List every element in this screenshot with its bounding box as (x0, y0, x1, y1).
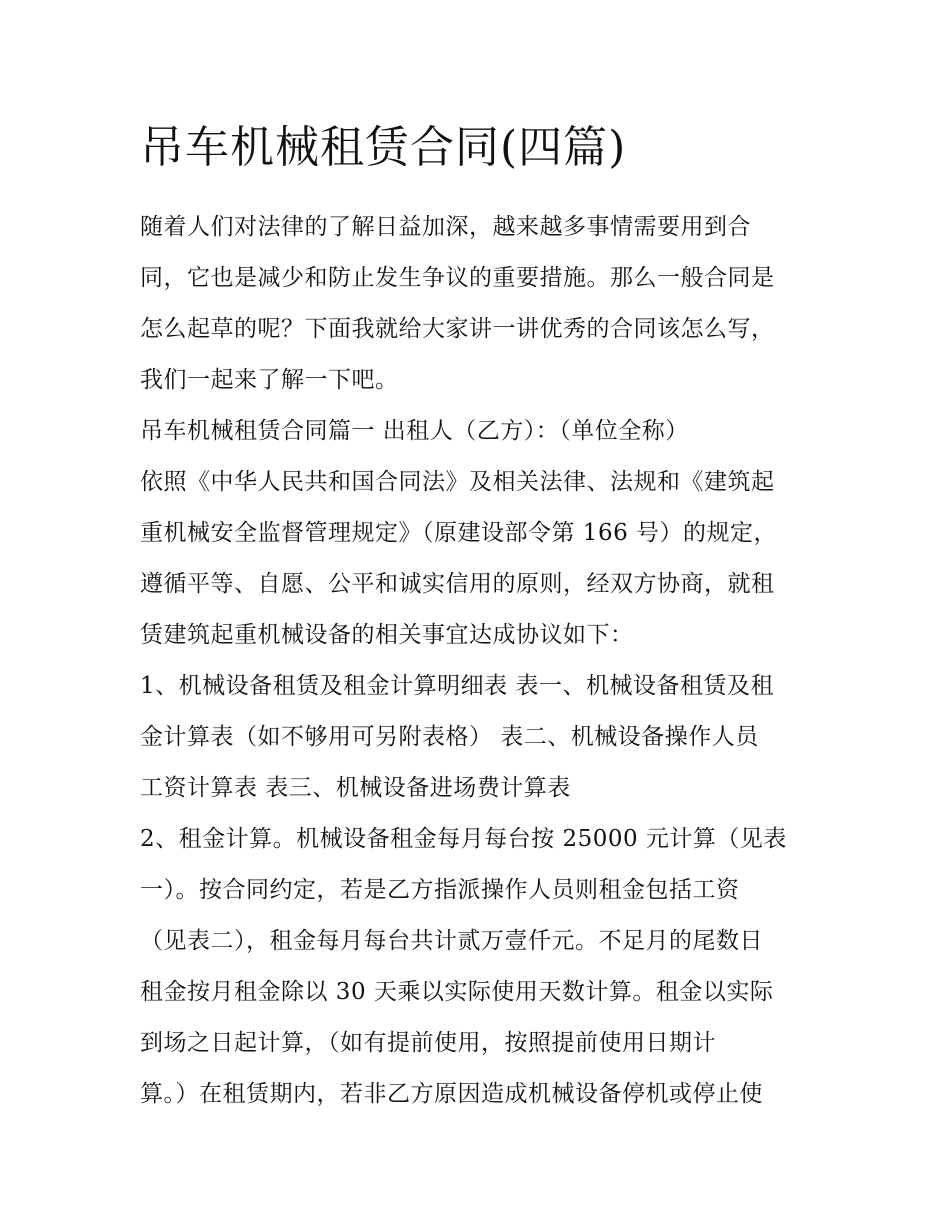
text-line: 随着人们对法律的了解日益加深，越来越多事情需要用到合 (140, 214, 751, 240)
document-body (140, 202, 820, 1120)
text-line: 赁建筑起重机械设备的相关事宜达成协议如下： (140, 622, 634, 648)
text-line: 我们一起来了解一下吧。 (140, 367, 399, 393)
document-page (140, 112, 820, 1120)
text-line: 同，它也是减少和防止发生争议的重要措施。那么一般合同是 (140, 265, 775, 291)
text-line: 工资计算表 表三、机械设备进场费计算表 (140, 775, 571, 801)
text-line: 租金按月租金除以 30 天乘以实际使用天数计算。租金以实际 (140, 979, 774, 1005)
document-title: 吊车机械租赁合同(四篇) (140, 122, 627, 173)
text-line: 怎么起草的呢？下面我就给大家讲一讲优秀的合同该怎么写， (140, 316, 775, 342)
text-line: 重机械安全监督管理规定》（原建设部令第 166 号）的规定， (140, 520, 778, 546)
text-line: 1、机械设备租赁及租金计算明细表 表一、机械设备租赁及租 (140, 673, 774, 699)
text-line: 依照《中华人民共和国合同法》及相关法律、法规和《建筑起 (140, 469, 775, 495)
text-line: 金计算表（如不够用可另附表格） 表二、机械设备操作人员 (140, 724, 759, 750)
text-line: （见表二），租金每月每台共计贰万壹仟元。不足月的尾数日 (140, 928, 763, 954)
text-line: 吊车机械租赁合同篇一 出租人（乙方）：（单位全称） (140, 418, 689, 444)
text-line: 一）。按合同约定，若是乙方指派操作人员则租金包括工资 (140, 877, 740, 903)
text-line: 2、租金计算。机械设备租金每月每台按 25000 元计算（见表 (140, 826, 787, 852)
text-line: 算。）在租赁期内，若非乙方原因造成机械设备停机或停止使 (140, 1081, 763, 1107)
text-line: 遵循平等、自愿、公平和诚实信用的原则，经双方协商，就租 (140, 571, 775, 597)
text-line: 到场之日起计算，（如有提前使用，按照提前使用日期计 (140, 1030, 716, 1056)
